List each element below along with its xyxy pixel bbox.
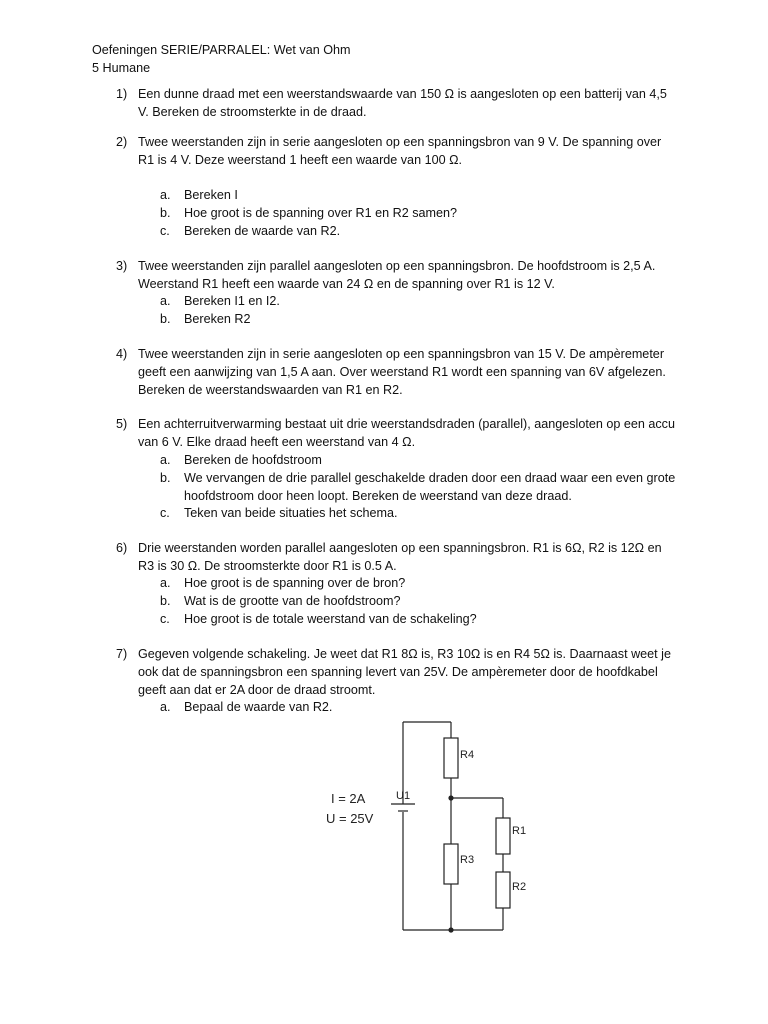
question-text: Twee weerstanden zijn in serie aangesloten op een spanningsbron van 9 V. De spanning over R1 is 4 V. Deze weerstand 1 heeft een waarde van 100 Ω. bbox=[138, 135, 662, 167]
label-r4: R4 bbox=[460, 749, 475, 761]
sub-label: b. bbox=[160, 594, 171, 608]
question-number: 5) bbox=[116, 417, 128, 431]
question-text: Twee weerstanden zijn parallel aangesloten op een spanningsbron. De hoofdstroom is 2,5 A. Weerstand R1 heeft een waarde van 24 Ω en de spanning over R1 is 12 V. bbox=[138, 259, 656, 291]
label-source: U1 bbox=[396, 790, 411, 802]
label-voltage: U = 25V bbox=[326, 811, 374, 826]
sub-text: Wat is de grootte van de hoofdstroom? bbox=[184, 594, 401, 608]
sub-label: c. bbox=[160, 224, 170, 238]
junction-dot bbox=[448, 927, 453, 932]
sub-label: c. bbox=[160, 612, 170, 626]
sub-text: Bereken de hoofdstroom bbox=[184, 453, 322, 467]
resistor-r2 bbox=[496, 872, 510, 908]
question-text: Een dunne draad met een weerstandswaarde van 150 Ω is aangesloten op een batterij van 4,5 V. Bereken de stroomsterkte in de draad. bbox=[138, 87, 667, 119]
label-r1: R1 bbox=[512, 825, 527, 837]
sub-text: Bereken R2 bbox=[184, 312, 251, 326]
question-number: 6) bbox=[116, 541, 128, 555]
sub-text: Teken van beide situaties het schema. bbox=[184, 506, 398, 520]
sub-label: a. bbox=[160, 576, 171, 590]
sub-text: Bepaal de waarde van R2. bbox=[184, 700, 333, 714]
junction-dot bbox=[448, 795, 453, 800]
question-number: 4) bbox=[116, 347, 128, 361]
question-text: Twee weerstanden zijn in serie aangesloten op een spanningsbron van 15 V. De ampèremeter geeft een aanwijzing van 1,5 A aan. Over weerstand R1 wordt een spanning van 6V afgelezen. Bereken de weerstandswaarden van R1 en R2. bbox=[138, 347, 666, 397]
sub-text: Bereken I bbox=[184, 188, 238, 202]
sub-text: Hoe groot is de spanning over R1 en R2 samen? bbox=[184, 206, 458, 220]
resistor-r1 bbox=[496, 818, 510, 854]
question-number: 7) bbox=[116, 647, 128, 661]
question-text: Drie weerstanden worden parallel aangesloten op een spanningsbron. R1 is 6Ω, R2 is 12Ω en R3 is 30 Ω. De stroomsterkte door R1 is 0.5 A. bbox=[138, 541, 662, 573]
label-r2: R2 bbox=[512, 881, 527, 893]
label-r3: R3 bbox=[460, 854, 475, 866]
label-current: I = 2A bbox=[331, 791, 366, 806]
question-number: 3) bbox=[116, 259, 128, 273]
question-number: 2) bbox=[116, 135, 128, 149]
class-label: 5 Humane bbox=[92, 61, 151, 75]
question-number: 1) bbox=[116, 87, 128, 101]
sub-text: Hoe groot is de spanning over de bron? bbox=[184, 576, 406, 590]
sub-text: Hoe groot is de totale weerstand van de schakeling? bbox=[184, 612, 477, 626]
sub-label: a. bbox=[160, 700, 171, 714]
resistor-r4 bbox=[444, 738, 458, 778]
resistor-r3 bbox=[444, 844, 458, 884]
sub-label: c. bbox=[160, 506, 170, 520]
worksheet-title: Oefeningen SERIE/PARRALEL: Wet van Ohm bbox=[92, 43, 351, 57]
question-text: Gegeven volgende schakeling. Je weet dat R1 8Ω is, R3 10Ω is en R4 5Ω is. Daarnaast weet je ook dat de spanningsbron een spanning levert van 25V. De ampèremeter door de hoofdkabel geeft aan dat er 2A door de draad stroomt. bbox=[138, 647, 671, 697]
sub-label: a. bbox=[160, 453, 171, 467]
question-text: Een achterruitverwarming bestaat uit drie weerstandsdraden (parallel), aangesloten op een accu van 6 V. Elke draad heeft een weerstand van 4 Ω. bbox=[138, 417, 675, 449]
sub-text: Bereken I1 en I2. bbox=[184, 294, 280, 308]
sub-label: a. bbox=[160, 294, 171, 308]
sub-text: We vervangen de drie parallel geschakelde draden door een draad waar een even grote hoofdstroom door heen loopt. Bereken de weerstand van deze draad. bbox=[184, 471, 676, 503]
sub-text: Bereken de waarde van R2. bbox=[184, 224, 341, 238]
sub-label: b. bbox=[160, 206, 171, 220]
sub-label: a. bbox=[160, 188, 171, 202]
sub-label: b. bbox=[160, 471, 171, 485]
sub-label: b. bbox=[160, 312, 171, 326]
